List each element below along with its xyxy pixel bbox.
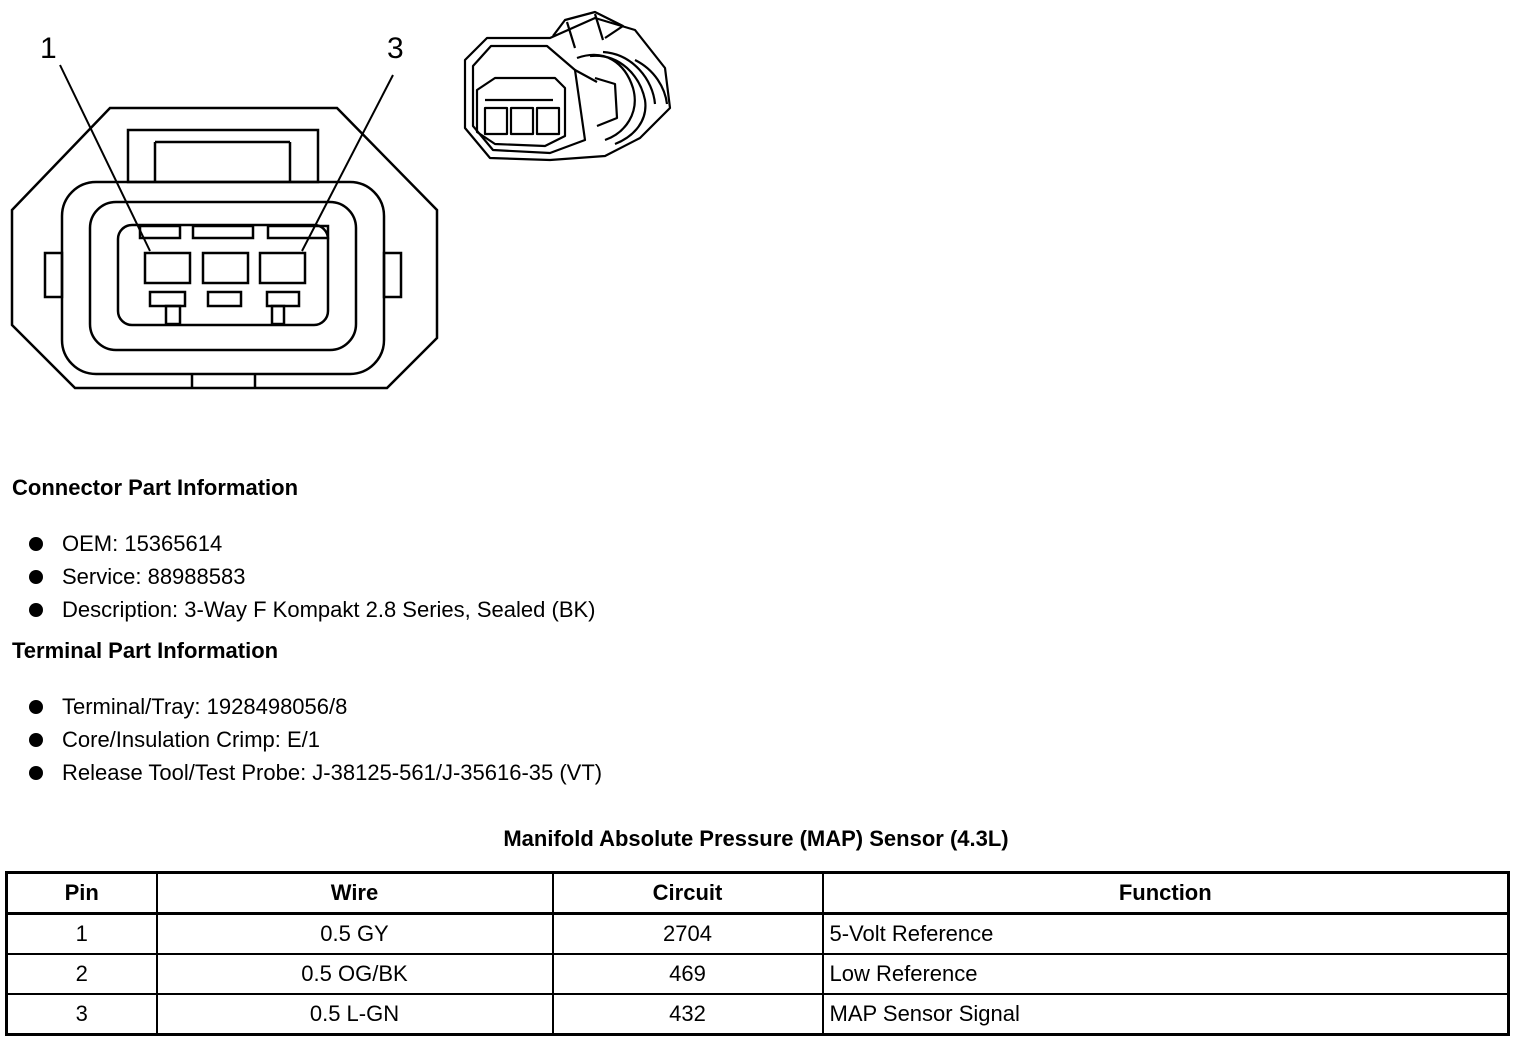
- connector-part-info-heading: Connector Part Information: [12, 475, 299, 500]
- pin-3-leader-line: [302, 75, 393, 251]
- terminal-part-info-heading: Terminal Part Information: [12, 638, 279, 663]
- connector-left-rib: [45, 253, 62, 297]
- connector-info-oem: OEM: 15365614: [0, 527, 596, 560]
- cell-function: 5-Volt Reference: [823, 914, 1509, 955]
- terminal-cavity-1: [145, 253, 190, 283]
- header-circuit: Circuit: [553, 873, 823, 914]
- cell-wire: 0.5 L-GN: [157, 994, 553, 1035]
- header-wire: Wire: [157, 873, 553, 914]
- cell-function: MAP Sensor Signal: [823, 994, 1509, 1035]
- cell-wire: 0.5 OG/BK: [157, 954, 553, 994]
- pin-3-label: 3: [387, 32, 404, 65]
- cell-circuit: 2704: [553, 914, 823, 955]
- cell-pin: 1: [7, 914, 157, 955]
- cell-pin: 2: [7, 954, 157, 994]
- table-row: [7, 914, 1509, 955]
- connector-part-info-list: [0, 527, 596, 626]
- table-header-row: [7, 873, 1509, 914]
- connector-info-description: Description: 3-Way F Kompakt 2.8 Series, Sealed (BK): [0, 593, 596, 626]
- cell-pin: 3: [7, 994, 157, 1035]
- connector-info-service: Service: 88988583: [0, 560, 596, 593]
- connector-inner-body: [62, 182, 384, 374]
- pin-1-label: 1: [40, 32, 57, 65]
- header-pin: Pin: [7, 873, 157, 914]
- cell-circuit: 432: [553, 994, 823, 1035]
- cell-function: Low Reference: [823, 954, 1509, 994]
- header-function: Function: [823, 873, 1509, 914]
- connector-3d-illustration: [455, 8, 680, 170]
- terminal-info-crimp: Core/Insulation Crimp: E/1: [0, 723, 602, 756]
- cell-wire: 0.5 GY: [157, 914, 553, 955]
- terminal-cavity-3: [260, 253, 305, 283]
- connector-outer-housing: [12, 108, 437, 388]
- pinout-table: [5, 871, 1510, 1036]
- cell-circuit: 469: [553, 954, 823, 994]
- pinout-table-title: Manifold Absolute Pressure (MAP) Sensor (4.3L): [503, 826, 1009, 851]
- terminal-info-tray: Terminal/Tray: 1928498056/8: [0, 690, 602, 723]
- terminal-part-info-list: [0, 690, 602, 789]
- terminal-info-release-tool: Release Tool/Test Probe: J-38125-561/J-35616-35 (VT): [0, 756, 602, 789]
- terminal-cavity-2: [203, 253, 248, 283]
- table-row: [7, 994, 1509, 1035]
- table-row: [7, 954, 1509, 994]
- connector-right-rib: [384, 253, 401, 297]
- pin-1-leader-line: [60, 65, 150, 251]
